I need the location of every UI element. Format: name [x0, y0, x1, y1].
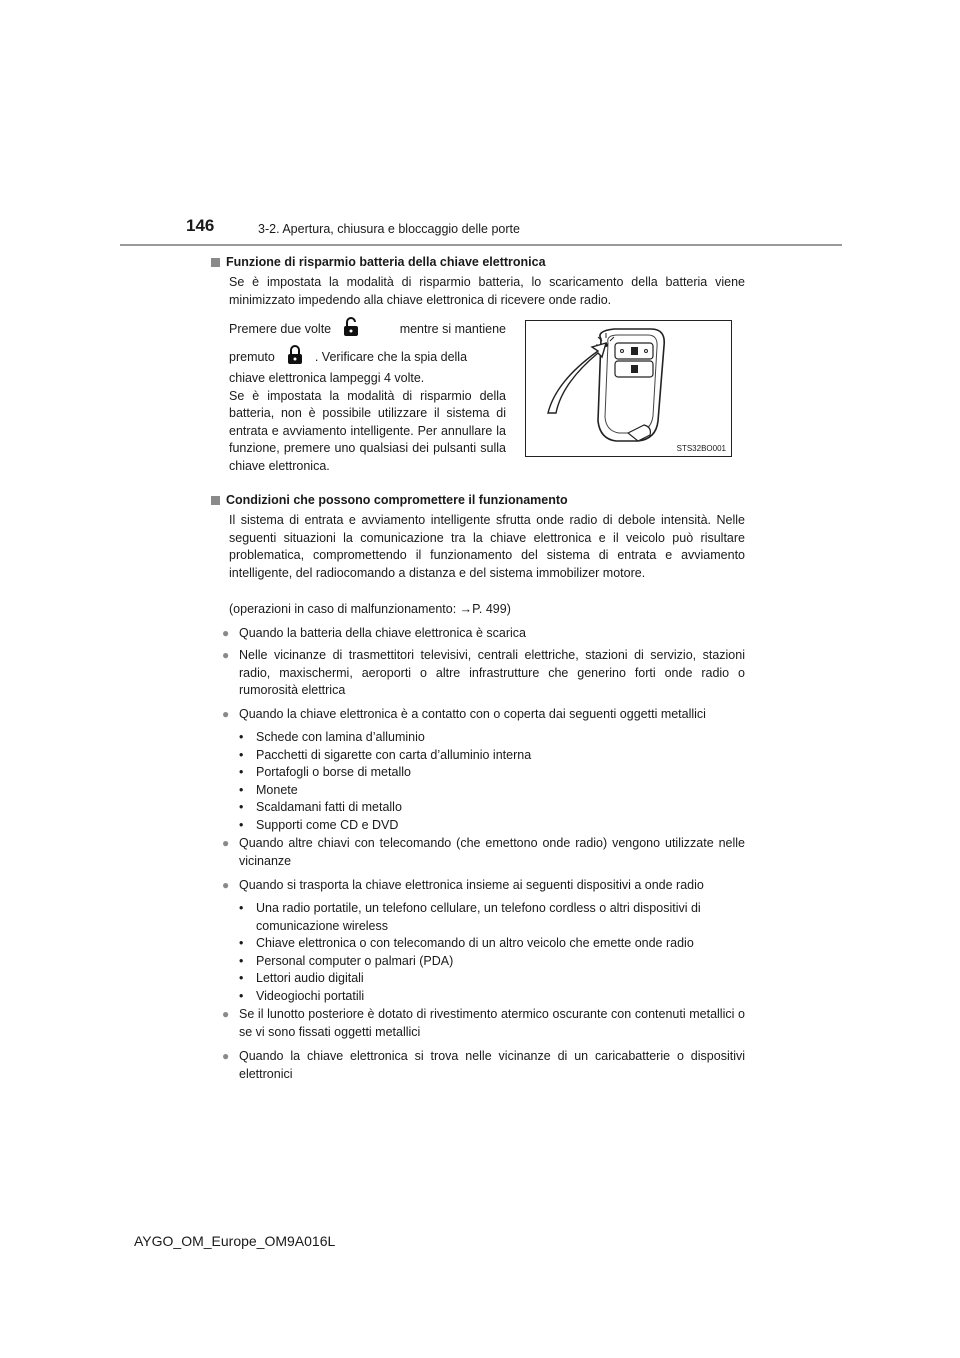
list-item: ● Quando altre chiavi con telecomando (che emettono onde radio) vengono utilizzate nelle vicinanze — [222, 835, 745, 870]
electronic-key-illustration — [526, 321, 731, 456]
document-id: AYGO_OM_Europe_OM9A016L — [134, 1233, 336, 1249]
chapter-title: 3-2. Apertura, chiusura e bloccaggio delle porte — [258, 222, 520, 236]
circle-bullet-icon: ● — [222, 1007, 230, 1021]
list-item: • Pacchetti di sigarette con carta d’alluminio interna — [239, 747, 532, 762]
list-item: ● Nelle vicinanze di trasmettitori televisivi, centrali elettriche, stazioni di servizio, stazioni radio, maxischermi, aeroporti o altre infrastrutture che generino forti onde radio o rumorosità elettrica — [222, 647, 745, 700]
square-bullet-icon — [211, 258, 220, 267]
circle-bullet-icon: ● — [222, 878, 230, 892]
circle-bullet-icon: ● — [222, 648, 230, 662]
list-item: • Personal computer o palmari (PDA) — [239, 953, 454, 968]
list-item: ● Quando la chiave elettronica è a contatto con o coperta dai seguenti oggetti metallici — [222, 706, 745, 724]
radio-devices-list — [239, 900, 745, 1006]
instruction-text-premuto: premuto — [229, 350, 275, 365]
metal-objects-list — [239, 729, 745, 835]
conditions-reference: (operazioni in caso di malfunzionamento: →P. 499) — [229, 602, 511, 616]
instruction-text-a: Premere due volte — [229, 322, 332, 337]
list-item: • Videogiochi portatili — [239, 988, 365, 1003]
battery-saving-instructions — [229, 318, 506, 476]
instruction-text-c-rest: chiave elettronica lampeggi 4 volte. — [229, 371, 425, 385]
list-item: ● Se il lunotto posteriore è dotato di rivestimento atermico oscurante con contenuti metallici o se vi sono fissati oggetti metallici — [222, 1006, 745, 1041]
key-figure — [525, 320, 732, 457]
section-heading-text: Funzione di risparmio batteria della chiave elettronica — [226, 255, 546, 269]
header-divider — [120, 244, 842, 246]
list-item: ● Quando la chiave elettronica si trova nelle vicinanze di un caricabatterie o dispositivi elettronici — [222, 1048, 745, 1083]
circle-bullet-icon: ● — [222, 626, 230, 640]
page-number: 146 — [186, 216, 215, 235]
list-item: • Una radio portatile, un telefono cellulare, un telefono cordless o altri dispositivi di comunicazione wireless — [239, 901, 701, 933]
figure-code: STS32BO001 — [676, 444, 726, 453]
battery-saving-intro: Se è impostata la modalità di risparmio batteria, lo scaricamento della batteria viene minimizzato impedendo alla chiave elettronica di ricevere onde radio. — [229, 275, 745, 307]
list-item: • Monete — [239, 782, 298, 797]
lock-icon — [275, 345, 315, 371]
unlock-icon — [331, 317, 371, 343]
list-item: ● Quando si trasporta la chiave elettronica insieme ai seguenti dispositivi a onde radio — [222, 877, 745, 895]
circle-bullet-icon: ● — [222, 1049, 230, 1063]
section-heading-conditions — [211, 493, 568, 507]
list-item: • Supporti come CD e DVD — [239, 817, 399, 832]
list-item: ● Quando la batteria della chiave elettronica è scarica — [222, 625, 745, 643]
list-item: • Scaldamani fatti di metallo — [239, 800, 402, 815]
list-item: • Schede con lamina d’alluminio — [239, 730, 425, 744]
circle-bullet-icon: ● — [222, 836, 230, 850]
list-item: • Portafogli o borse di metallo — [239, 765, 411, 780]
circle-bullet-icon: ● — [222, 707, 230, 721]
section-heading-text: Condizioni che possono compromettere il funzionamento — [226, 493, 568, 507]
list-item: • Chiave elettronica o con telecomando di un altro veicolo che emette onde radio — [239, 936, 694, 951]
list-item: • Lettori audio digitali — [239, 971, 364, 986]
instruction-text-b: mentre si mantiene — [399, 322, 506, 337]
square-bullet-icon — [211, 496, 220, 505]
conditions-intro: Il sistema di entrata e avviamento intelligente sfrutta onde radio di debole intensità. Nelle seguenti situazioni la comunicazione tra la chiave elettronica e il veicolo può risultare problematica, compromettendo il funzionamento del sistema di entrata e avviamento intelligente, del radiocomando a distanza e del sistema immobilizer motore. — [229, 513, 745, 580]
section-heading-battery-saving — [211, 255, 546, 269]
instruction-text-d: Se è impostata la modalità di risparmio della batteria, non è possibile utilizzare il sistema di entrata e avviamento intelligente. Per annullare la funzione, premere uno qualsiasi dei pulsanti sulla chiave elettronica. — [229, 388, 506, 473]
instruction-text-c-line: . Verificare che la spia della — [314, 350, 468, 365]
